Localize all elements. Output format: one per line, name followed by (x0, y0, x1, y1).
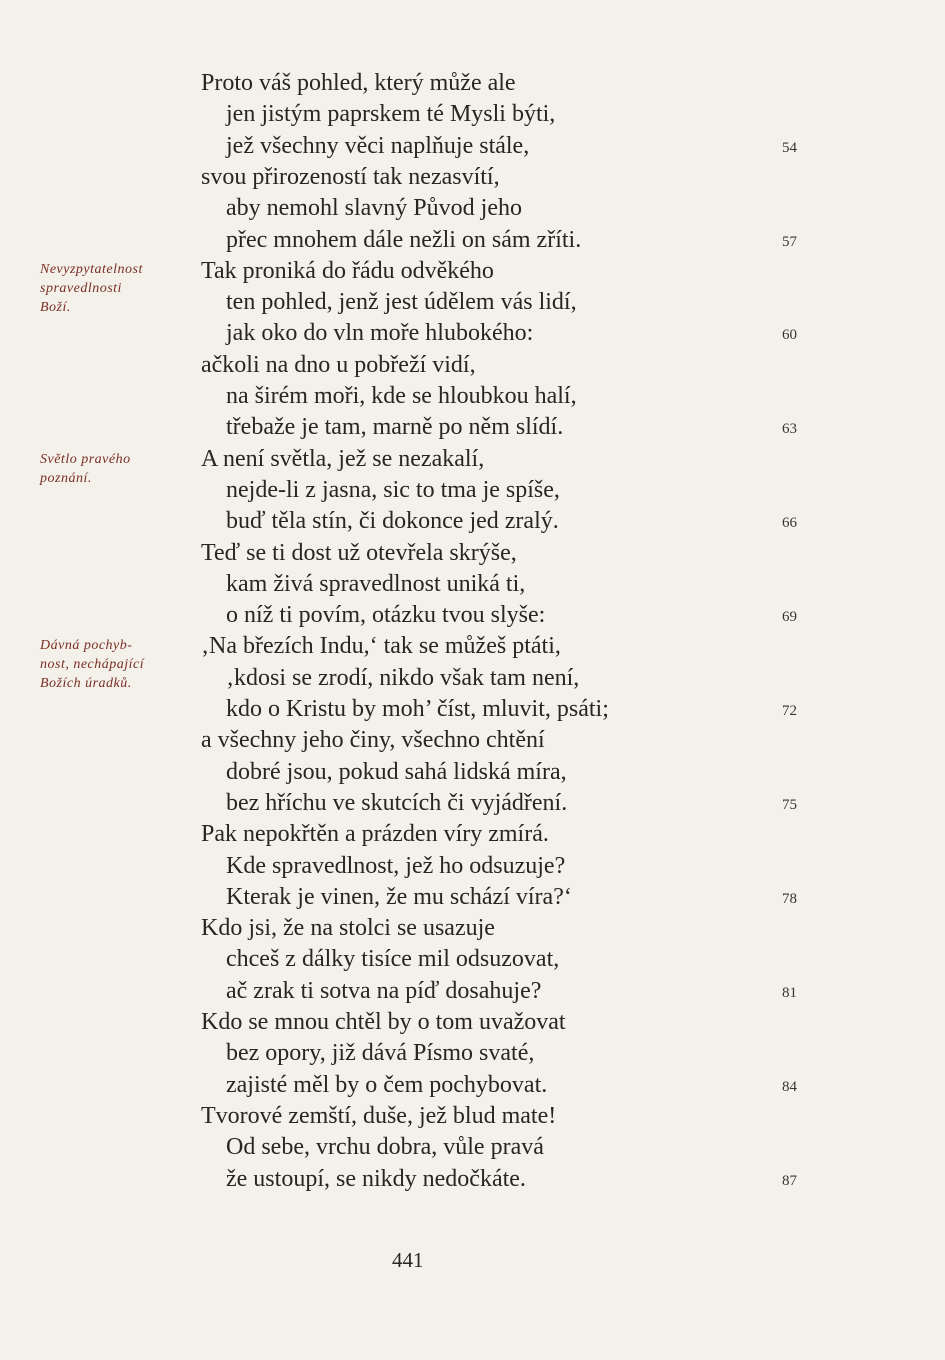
verse-line: Kde spravedlnost, jež ho odsuzuje? (226, 852, 566, 879)
verse-line: ‚Na březích Indu,‘ tak se můžeš ptáti, (201, 633, 561, 660)
verse-line: jež všechny věci naplňuje stále, (226, 132, 530, 159)
verse-line: kam živá spravedlnost uniká ti, (226, 570, 526, 597)
margin-note (40, 450, 131, 488)
verse-line: přec mnohem dále nežli on sám zříti. (226, 226, 582, 253)
page-number: 441 (392, 1248, 424, 1272)
verse-number: 81 (782, 984, 797, 1001)
verse-number: 87 (782, 1172, 797, 1189)
verse-line: a všechny jeho činy, všechno chtění (201, 727, 545, 754)
margin-note-line: nost, nechápající (40, 657, 145, 672)
verse-line: buď těla stín, či dokonce jed zralý. (226, 508, 559, 535)
verse-line: ačkoli na dno u pobřeží vidí, (201, 351, 476, 378)
verse-number: 57 (782, 233, 797, 250)
verse-line: ‚kdosi se zrodí, nikdo však tam není, (226, 664, 580, 691)
verse-line: Proto váš pohled, který může ale (201, 70, 516, 96)
verse-line: kdo o Kristu by moh’ číst, mluvit, psáti; (226, 696, 609, 722)
margin-note-line: poznání. (40, 471, 92, 486)
margin-note-line: Boží. (40, 300, 71, 315)
verse-line: třebaže je tam, marně po něm slídí. (226, 414, 564, 441)
verse-line: že ustoupí, se nikdy nedočkáte. (226, 1165, 526, 1192)
margin-note (40, 636, 144, 693)
verse-line: ač zrak ti sotva na píď dosahuje? (226, 977, 542, 1004)
verse-line: Kdo jsi, že na stolci se usazuje (201, 915, 495, 942)
verse-line: svou přirozeností tak nezasvítí, (201, 163, 500, 190)
verse-line: Tak proniká do řádu odvěkého (201, 257, 494, 284)
verse-number: 84 (782, 1078, 797, 1095)
margin-note-line: Dávná pochyb- (40, 638, 133, 653)
verse-line: Od sebe, vrchu dobra, vůle pravá (226, 1134, 544, 1161)
verse-line: Teď se ti dost už otevřela skrýše, (201, 539, 517, 566)
verse-line: jak oko do vln moře hlubokého: (226, 320, 534, 347)
verse-number: 66 (782, 515, 797, 532)
verse-line: o níž ti povím, otázku tvou slyše: (226, 602, 546, 629)
margin-note-line: Božích úradků. (40, 676, 132, 691)
verse-line: Kdo se mnou chtěl by o tom uvažovat (201, 1009, 566, 1035)
verse-number: 69 (782, 609, 797, 626)
margin-note-line: spravedlnosti (40, 281, 122, 296)
verse-line: chceš z dálky tisíce mil odsuzovat, (226, 946, 560, 973)
verse-number: 63 (782, 421, 797, 438)
margin-note-line: Nevyzpytatelnost (40, 262, 143, 277)
verse-line: Pak nepokřtěn a prázden víry zmírá. (201, 821, 549, 848)
verse-line: zajisté měl by o čem pochybovat. (226, 1071, 548, 1098)
verse-line: na širém moři, kde se hloubkou halí, (226, 383, 577, 409)
verse-line: ten pohled, jenž jest údělem vás lidí, (226, 289, 577, 316)
verse-number: 72 (782, 703, 797, 719)
verse-number: 60 (782, 327, 797, 344)
verse-line: bez hříchu ve skutcích či vyjádření. (226, 789, 568, 816)
verse-number: 78 (782, 890, 797, 907)
verse-line: bez opory, již dává Písmo svaté, (226, 1040, 535, 1067)
verse-line: nejde-li z jasna, sic to tma je spíše, (226, 476, 560, 503)
margin-note (40, 260, 143, 317)
verse-line: dobré jsou, pokud sahá lidská míra, (226, 758, 567, 785)
verse-line: jen jistým paprskem té Mysli býti, (226, 101, 556, 128)
verse-line: A není světla, jež se nezakalí, (201, 445, 485, 472)
verse-line: aby nemohl slavný Původ jeho (226, 195, 522, 222)
verse-number: 54 (782, 139, 797, 156)
verse-number: 75 (782, 796, 797, 813)
verse-line: Kterak je vinen, že mu schází víra?‘ (226, 883, 572, 910)
verse-line: Tvorové zemští, duše, jež blud mate! (201, 1102, 557, 1129)
margin-note-line: Světlo pravého (40, 452, 131, 467)
